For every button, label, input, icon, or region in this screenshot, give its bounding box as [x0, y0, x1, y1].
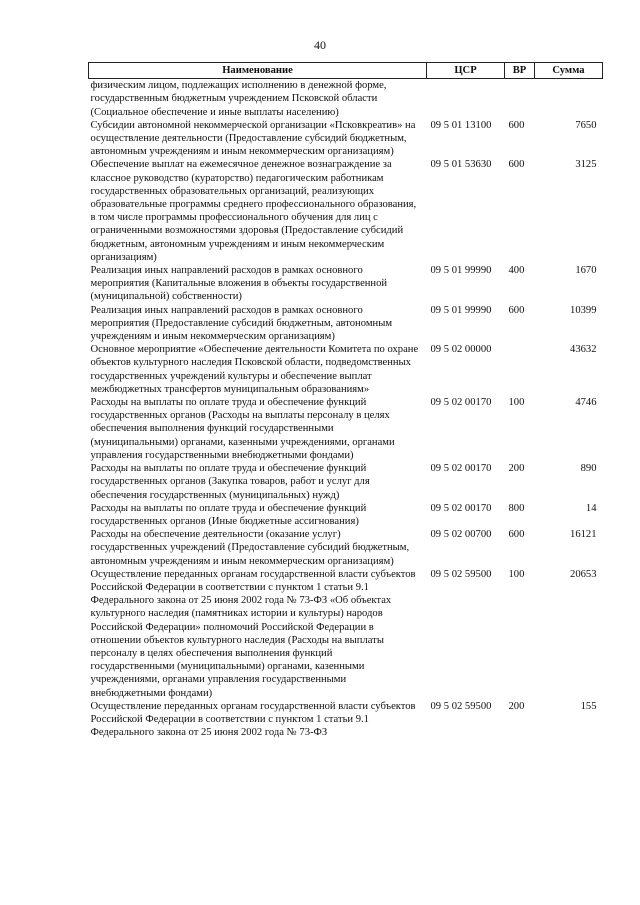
- row-vr: 100: [508, 568, 525, 580]
- row-vr: 200: [508, 700, 525, 712]
- row-name: Расходы на выплаты по оплате труда и обеспечение функций государственных органов (Закупка товаров, работ и услуг для обеспечения государственных (муниципальных) нужд): [90, 463, 370, 501]
- row-vr: 400: [508, 265, 525, 277]
- row-csr: 09 5 01 99990: [430, 265, 492, 277]
- row-sum: 10399: [570, 304, 597, 316]
- row-csr: 09 5 01 13100: [430, 119, 492, 131]
- row-csr: 09 5 01 53630: [430, 159, 492, 171]
- row-sum: 20653: [570, 568, 597, 580]
- row-name: Обеспечение выплат на ежемесячное денежное вознаграждение за классное руководство (кураторство) педагогическим работникам государственных образовательных организаций, реализующих образовательные программы среднего профессионального образования, в том числе программы профессионального обучения для лиц с ограниченными возможностями здоровья (Предоставление субсидий бюджетным, автономным учреждениям и иным некоммерческим организациям): [90, 159, 417, 263]
- row-csr: 09 5 02 59500: [430, 568, 492, 580]
- header-csr: ЦСР: [427, 63, 505, 79]
- table-row: [89, 343, 603, 396]
- row-csr: [427, 79, 505, 119]
- row-csr: 09 5 02 00170: [430, 463, 492, 475]
- row-vr: [505, 79, 535, 119]
- row-sum: 1670: [575, 265, 597, 277]
- row-vr: 600: [508, 529, 525, 541]
- row-vr: [505, 343, 535, 396]
- row-vr: 600: [508, 159, 525, 171]
- row-csr: 09 5 02 59500: [430, 700, 492, 712]
- header-name: Наименование: [89, 63, 427, 79]
- row-name: Субсидии автономной некоммерческой организации «Псковкреатив» на осуществление деятельности (Предоставление субсидий бюджетным, автономным учреждениям и иным некоммерческим организациям): [90, 119, 416, 158]
- row-name: Реализация иных направлений расходов в рамках основного мероприятия (Предоставление субсидий бюджетным, автономным учреждениям и иным некоммерческим организациям): [90, 304, 393, 343]
- row-sum: 3125: [575, 159, 597, 171]
- row-vr: 600: [508, 119, 525, 131]
- row-name: Реализация иных направлений расходов в рамках основного мероприятия (Капитальные вложения в объекты государственной (муниципальной) собственности): [90, 265, 388, 303]
- row-sum: 155: [580, 700, 597, 712]
- row-name: Осуществление переданных органам государственной власти субъектов Российской Федерации в соответствии с пунктом 1 статьи 9.1 Федерального закона от 25 июня 2002 года № 73-ФЗ «Об объектах культурного наследия (памятниках истории и культуры) народов Российской Федерации» полномочий Российской Федерации в отношении объектов культурного наследия (Расходы на выплаты персоналу в целях обеспечения выполнения функций государственными (муниципальными) органами, казенными учреждениями, органами управления государственными внебюджетными фондами): [90, 568, 416, 699]
- table-row: [89, 79, 603, 119]
- row-csr: 09 5 02 00170: [430, 502, 492, 514]
- table-row: [89, 528, 603, 568]
- header-vr: ВР: [505, 63, 535, 79]
- table-row: [89, 158, 603, 264]
- table-row: [89, 264, 603, 304]
- row-csr: 09 5 01 99990: [430, 304, 492, 316]
- row-vr: 600: [508, 304, 525, 316]
- table-row: [89, 700, 603, 740]
- row-name: Осуществление переданных органам государственной власти субъектов Российской Федерации в соответствии с пунктом 1 статьи 9.1 Федерального закона от 25 июня 2002 года № 73-ФЗ: [90, 700, 416, 739]
- row-name: Расходы на выплаты по оплате труда и обеспечение функций государственных органов (Расходы на выплаты персоналу в целях обеспечения выполнения функций государственными (муниципальными) органами, казенными учреждениями, органами управления государственными внебюджетными фондами): [90, 397, 395, 461]
- table-row: [89, 568, 603, 700]
- row-sum: [535, 79, 603, 119]
- row-sum: 7650: [575, 119, 597, 131]
- row-sum: 16121: [570, 529, 597, 541]
- row-name: Основное мероприятие «Обеспечение деятельности Комитета по охране объектов культурного наследия Псковской области, подведомственных государственных учреждений культуры и обеспечение выплат межбюджетных трансфертов муниципальным образованиям»: [90, 344, 419, 395]
- row-vr: 800: [508, 502, 525, 514]
- row-sum: 890: [580, 463, 597, 475]
- row-name: физическим лицом, подлежащих исполнению в денежной форме, государственным бюджетным учреждением Псковской области (Социальное обеспечение и иные выплаты населению): [90, 80, 387, 118]
- row-csr: 09 5 02 00000: [430, 344, 492, 356]
- table-row: [89, 502, 603, 528]
- row-vr: 200: [508, 463, 525, 475]
- row-csr: 09 5 02 00170: [430, 397, 492, 409]
- row-vr: 100: [508, 397, 525, 409]
- row-sum: 4746: [575, 397, 597, 409]
- table-row: [89, 304, 603, 344]
- table-row: [89, 462, 603, 502]
- row-sum: 43632: [570, 344, 597, 356]
- page-number: 40: [314, 38, 326, 52]
- table-header-row: [89, 63, 603, 79]
- row-sum: 14: [585, 502, 597, 514]
- budget-table: [88, 62, 603, 739]
- row-csr: 09 5 02 00700: [430, 529, 492, 541]
- table-row: [89, 119, 603, 159]
- table-row: [89, 396, 603, 462]
- row-name: Расходы на выплаты по оплате труда и обеспечение функций государственных органов (Иные бюджетные ассигнования): [90, 502, 367, 527]
- header-sum: Сумма: [535, 63, 603, 79]
- row-name: Расходы на обеспечение деятельности (оказание услуг) государственных учреждений (Предоставление субсидий бюджетным, автономным учреждениям и иным некоммерческим организациям): [90, 529, 410, 567]
